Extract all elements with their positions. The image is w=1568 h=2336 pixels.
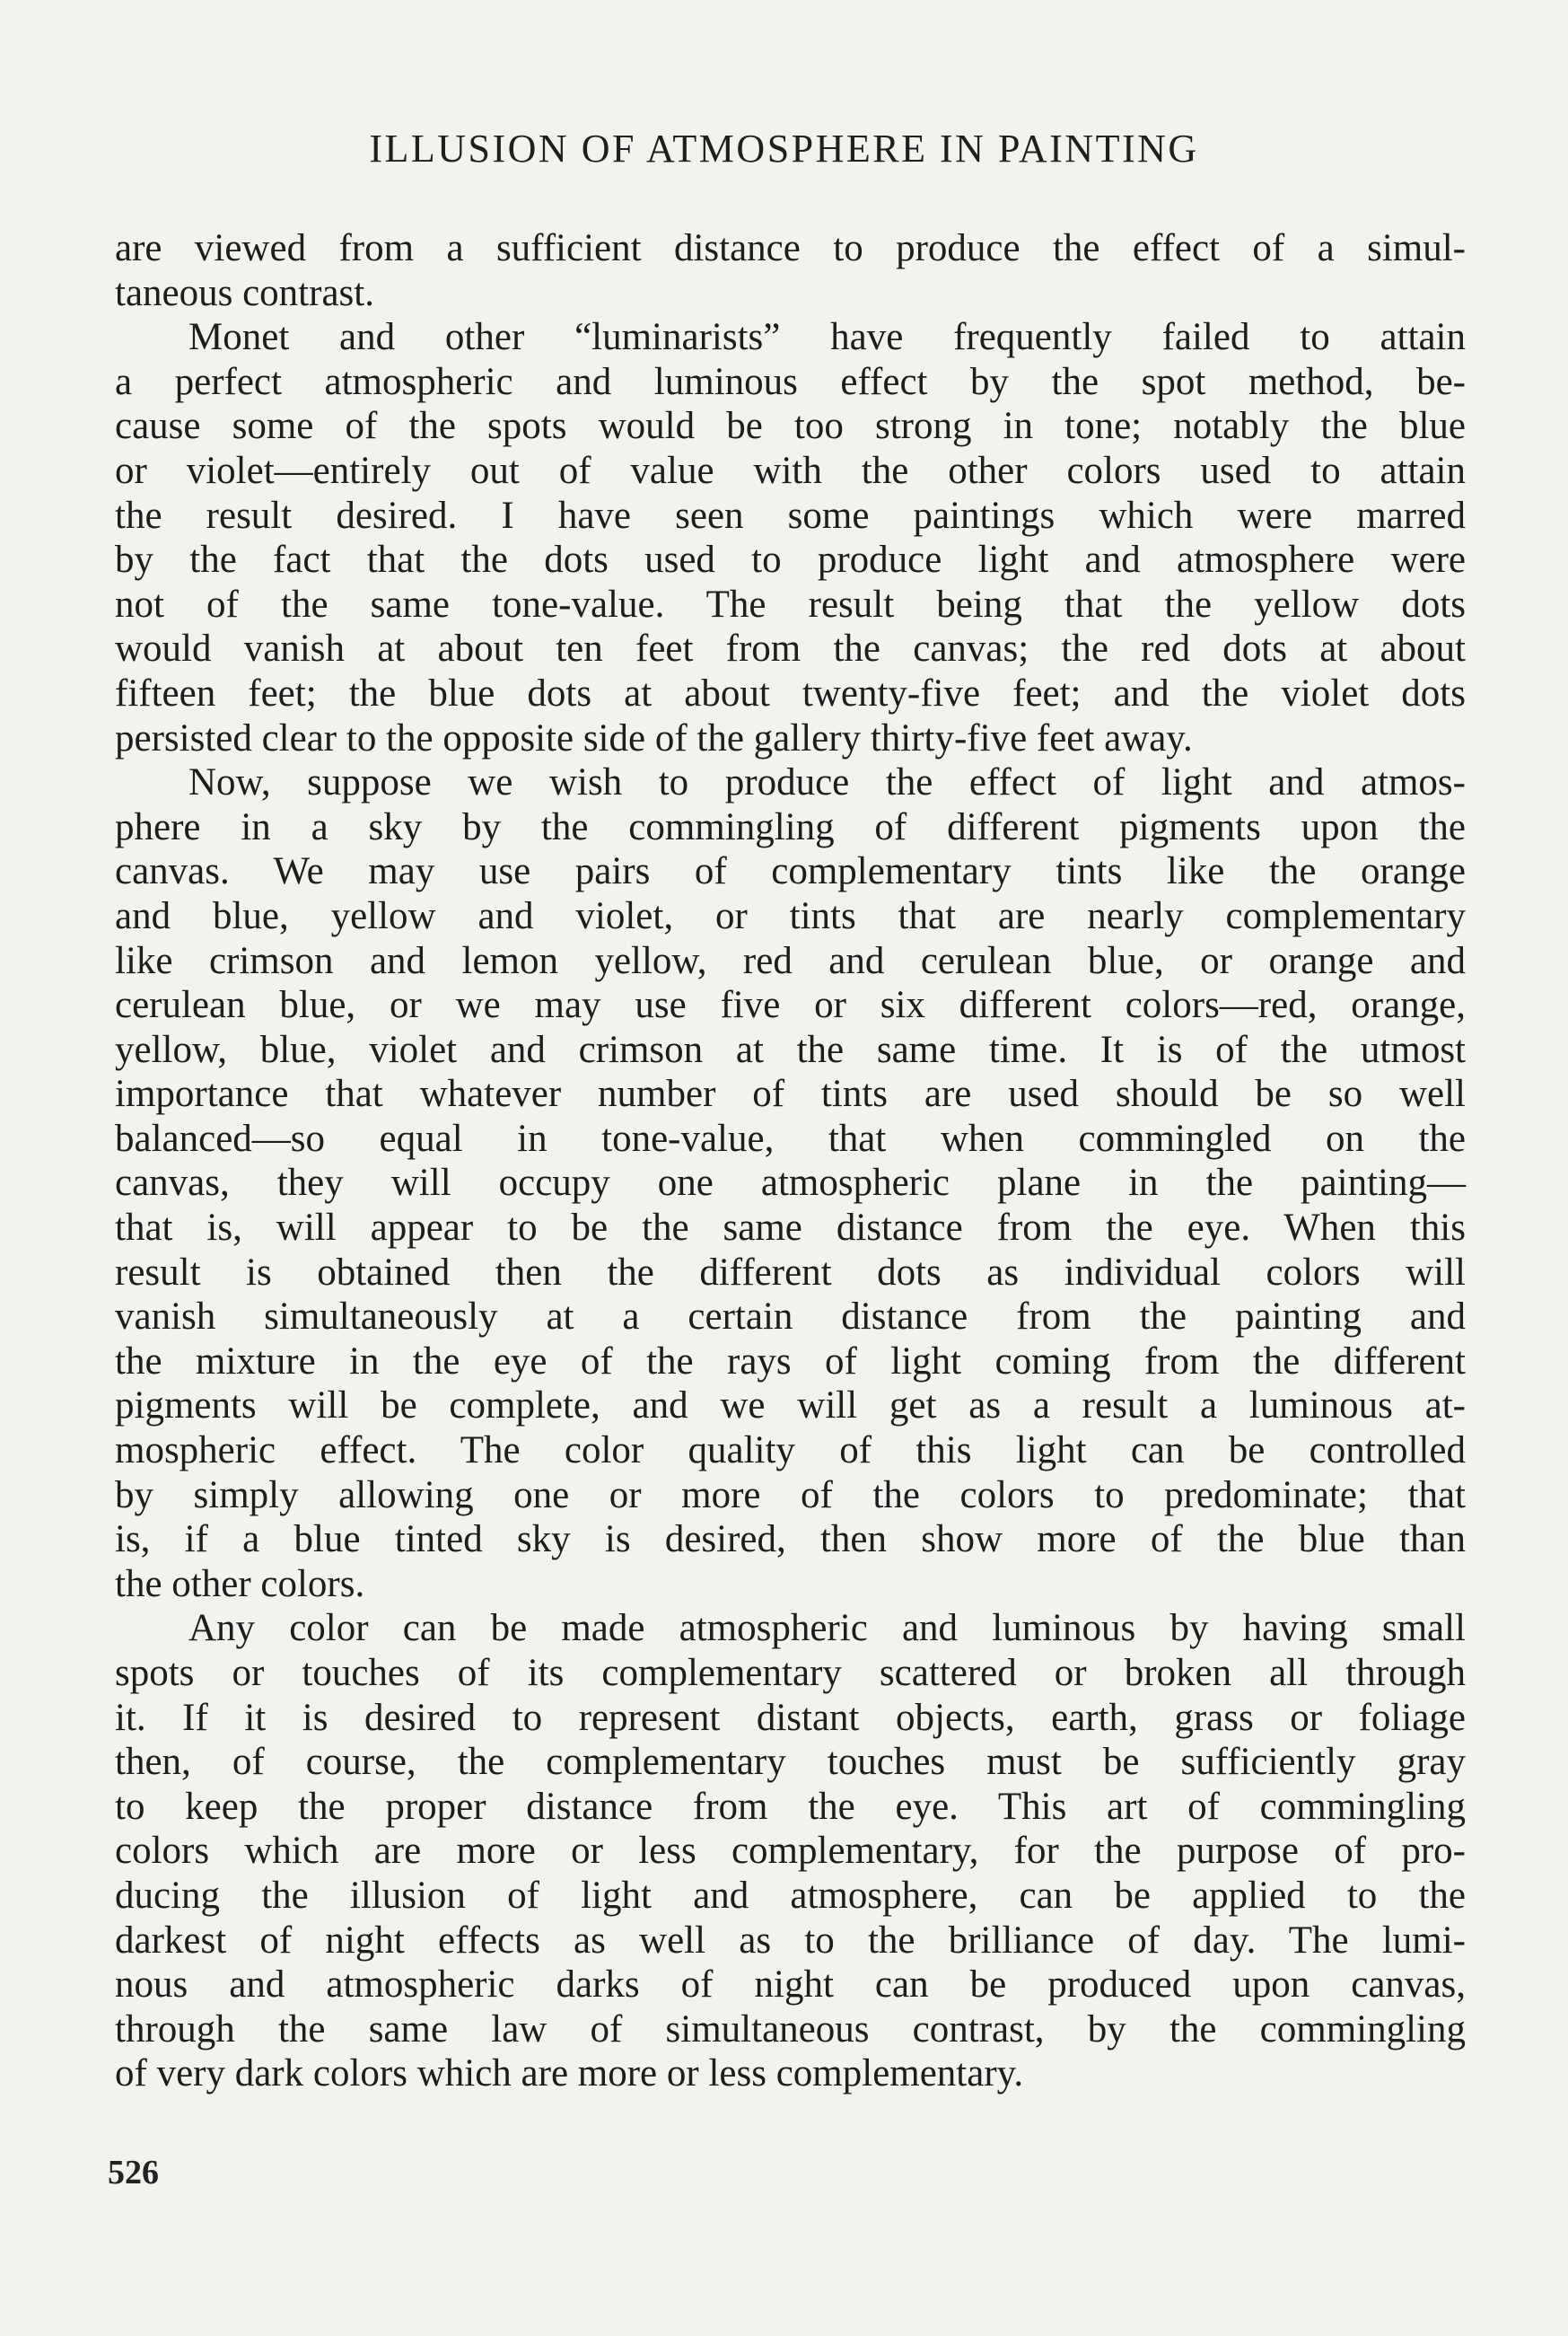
text-line: darkest of night effects as well as to the brilliance of day. The lumi- bbox=[115, 1919, 1466, 1962]
text-line: like crimson and lemon yellow, red and cerulean blue, or orange and bbox=[115, 939, 1466, 982]
text-line: Any color can be made atmospheric and luminous by having small bbox=[188, 1607, 1466, 1650]
text-line: phere in a sky by the commingling of different pigments upon the bbox=[115, 805, 1466, 848]
text-line: through the same law of simultaneous contrast, by the commingling bbox=[115, 2007, 1466, 2051]
text-line: Monet and other “luminarists” have frequently failed to attain bbox=[188, 316, 1466, 359]
text-line: the result desired. I have seen some paintings which were marred bbox=[115, 494, 1466, 537]
text-line: importance that whatever number of tints are used should be so well bbox=[115, 1073, 1466, 1116]
text-line: pigments will be complete, and we will get as a result a luminous at- bbox=[115, 1384, 1466, 1427]
text-line: or violet—entirely out of value with the other colors used to attain bbox=[115, 449, 1466, 492]
text-line: by simply allowing one or more of the colors to predominate; that bbox=[115, 1473, 1466, 1516]
text-line: fifteen feet; the blue dots at about twenty-five feet; and the violet dots bbox=[115, 672, 1466, 715]
text-line: the other colors. bbox=[115, 1562, 365, 1605]
paragraph bbox=[115, 1606, 1466, 2096]
text-line: and blue, yellow and violet, or tints that are nearly complementary bbox=[115, 894, 1466, 937]
text-line: by the fact that the dots used to produce light and atmosphere were bbox=[115, 539, 1466, 582]
paragraph bbox=[115, 226, 1466, 315]
text-line: ducing the illusion of light and atmosphere, can be applied to the bbox=[115, 1874, 1466, 1917]
body-text bbox=[115, 226, 1466, 2096]
text-line: result is obtained then the different dots as individual colors will bbox=[115, 1251, 1466, 1294]
text-line: canvas, they will occupy one atmospheric plane in the painting— bbox=[115, 1162, 1466, 1205]
text-line: yellow, blue, violet and crimson at the same time. It is of the utmost bbox=[115, 1028, 1466, 1071]
text-line: Now, suppose we wish to produce the effect of light and atmos- bbox=[188, 761, 1466, 804]
page-number: 526 bbox=[108, 2154, 159, 2191]
text-line: taneous contrast. bbox=[115, 271, 374, 314]
text-line: balanced—so equal in tone-value, that when commingled on the bbox=[115, 1117, 1466, 1160]
text-line: mospheric effect. The color quality of this light can be controlled bbox=[115, 1429, 1466, 1472]
text-line: vanish simultaneously at a certain distance from the painting and bbox=[115, 1295, 1466, 1339]
text-line: would vanish at about ten feet from the canvas; the red dots at about bbox=[115, 628, 1466, 671]
text-line: cause some of the spots would be too strong in tone; notably the blue bbox=[115, 405, 1466, 448]
text-line: it. If it is desired to represent distant objects, earth, grass or foliage bbox=[115, 1696, 1466, 1739]
text-line: spots or touches of its complementary scattered or broken all through bbox=[115, 1652, 1466, 1694]
text-line: a perfect atmospheric and luminous effect by the spot method, be- bbox=[115, 360, 1466, 403]
paragraph bbox=[115, 760, 1466, 1606]
text-line: not of the same tone-value. The result being that the yellow dots bbox=[115, 583, 1466, 626]
running-head: ILLUSION OF ATMOSPHERE IN PAINTING bbox=[369, 127, 1199, 171]
text-line: is, if a blue tinted sky is desired, then show more of the blue than bbox=[115, 1518, 1466, 1561]
paragraph bbox=[115, 315, 1466, 760]
text-line: colors which are more or less complementary, for the purpose of pro- bbox=[115, 1830, 1466, 1873]
text-line: cerulean blue, or we may use five or six different colors—red, orange, bbox=[115, 984, 1466, 1027]
text-line: the mixture in the eye of the rays of light coming from the different bbox=[115, 1339, 1466, 1383]
text-line: then, of course, the complementary touches must be sufficiently gray bbox=[115, 1741, 1466, 1784]
text-line: are viewed from a sufficient distance to produce the effect of a simul- bbox=[115, 227, 1466, 269]
text-line: that is, will appear to be the same distance from the eye. When this bbox=[115, 1207, 1466, 1250]
text-line: persisted clear to the opposite side of the gallery thirty-five feet away. bbox=[115, 716, 1193, 760]
text-line: canvas. We may use pairs of complementary tints like the orange bbox=[115, 850, 1466, 893]
text-line: to keep the proper distance from the eye. This art of commingling bbox=[115, 1785, 1466, 1828]
text-line: nous and atmospheric darks of night can be produced upon canvas, bbox=[115, 1963, 1466, 2007]
text-line: of very dark colors which are more or less complementary. bbox=[115, 2052, 1024, 2095]
